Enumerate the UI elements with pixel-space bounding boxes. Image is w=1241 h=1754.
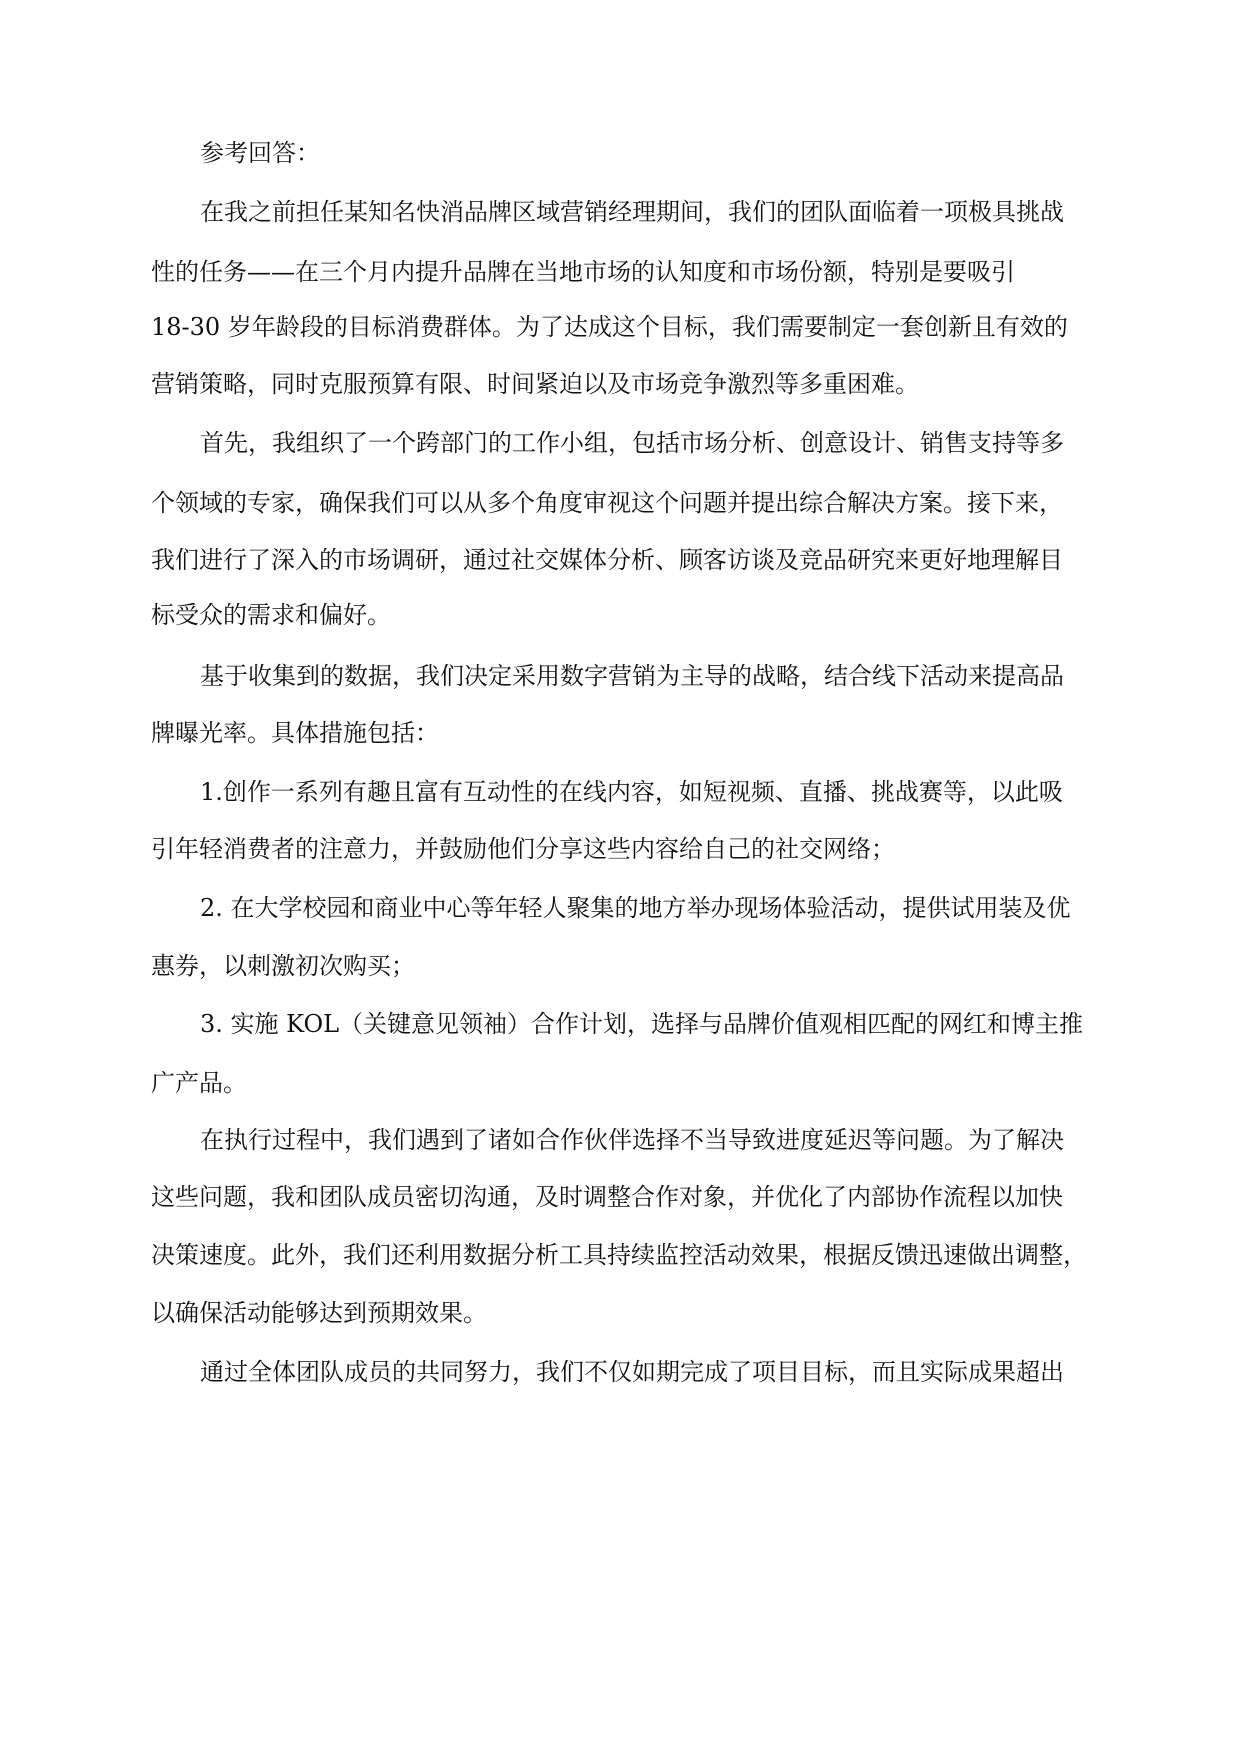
list-item-line: 3. 实施 KOL（关键意见领袖）合作计划，选择与品牌价值观相匹配的网红和博主推 <box>200 1010 1084 1038</box>
paragraph-line: 在执行过程中，我们遇到了诸如合作伙伴选择不当导致进度延迟等问题。为了解决 <box>200 1126 1064 1154</box>
list-item-line: 2. 在大学校园和商业中心等年轻人聚集的地方举办现场体验活动，提供试用装及优 <box>200 894 1071 922</box>
list-item-line: 惠券，以刺激初次购买； <box>151 952 415 980</box>
paragraph-line: 决策速度。此外，我们还利用数据分析工具持续监控活动效果，根据反馈迅速做出调整， <box>151 1241 1087 1269</box>
paragraph-line: 基于收集到的数据，我们决定采用数字营销为主导的战略，结合线下活动来提高品 <box>200 662 1064 690</box>
paragraph-line: 营销策略，同时克服预算有限、时间紧迫以及市场竞争激烈等多重困难。 <box>151 370 919 398</box>
paragraph-line: 这些问题，我和团队成员密切沟通，及时调整合作对象，并优化了内部协作流程以加快 <box>151 1183 1063 1211</box>
paragraph-line: 牌曝光率。具体措施包括： <box>151 719 439 747</box>
list-item-line: 1.创作一系列有趣且富有互动性的在线内容，如短视频、直播、挑战赛等，以此吸 <box>200 778 1063 806</box>
paragraph-line: 标受众的需求和偏好。 <box>151 601 391 629</box>
list-item-line: 引年轻消费者的注意力，并鼓励他们分享这些内容给自己的社交网络； <box>151 835 895 863</box>
paragraph-line: 以确保活动能够达到预期效果。 <box>151 1299 487 1327</box>
paragraph-line: 在我之前担任某知名快消品牌区域营销经理期间，我们的团队面临着一项极具挑战 <box>200 198 1064 226</box>
list-item-line: 广产品。 <box>151 1069 247 1097</box>
paragraph-line: 我们进行了深入的市场调研，通过社交媒体分析、顾客访谈及竞品研究来更好地理解目 <box>151 546 1063 574</box>
paragraph-line: 性的任务——在三个月内提升品牌在当地市场的认知度和市场份额，特别是要吸引 <box>151 258 1015 286</box>
paragraph-line: 18-30 岁年龄段的目标消费群体。为了达成这个目标，我们需要制定一套创新且有效的 <box>151 313 1068 341</box>
paragraph-line: 通过全体团队成员的共同努力，我们不仅如期完成了项目目标，而且实际成果超出 <box>200 1358 1064 1386</box>
paragraph-line: 首先，我组织了一个跨部门的工作小组，包括市场分析、创意设计、销售支持等多 <box>200 429 1064 457</box>
paragraph-line: 个领域的专家，确保我们可以从多个角度审视这个问题并提出综合解决方案。接下来， <box>151 489 1063 517</box>
answer-heading: 参考回答： <box>200 139 320 167</box>
